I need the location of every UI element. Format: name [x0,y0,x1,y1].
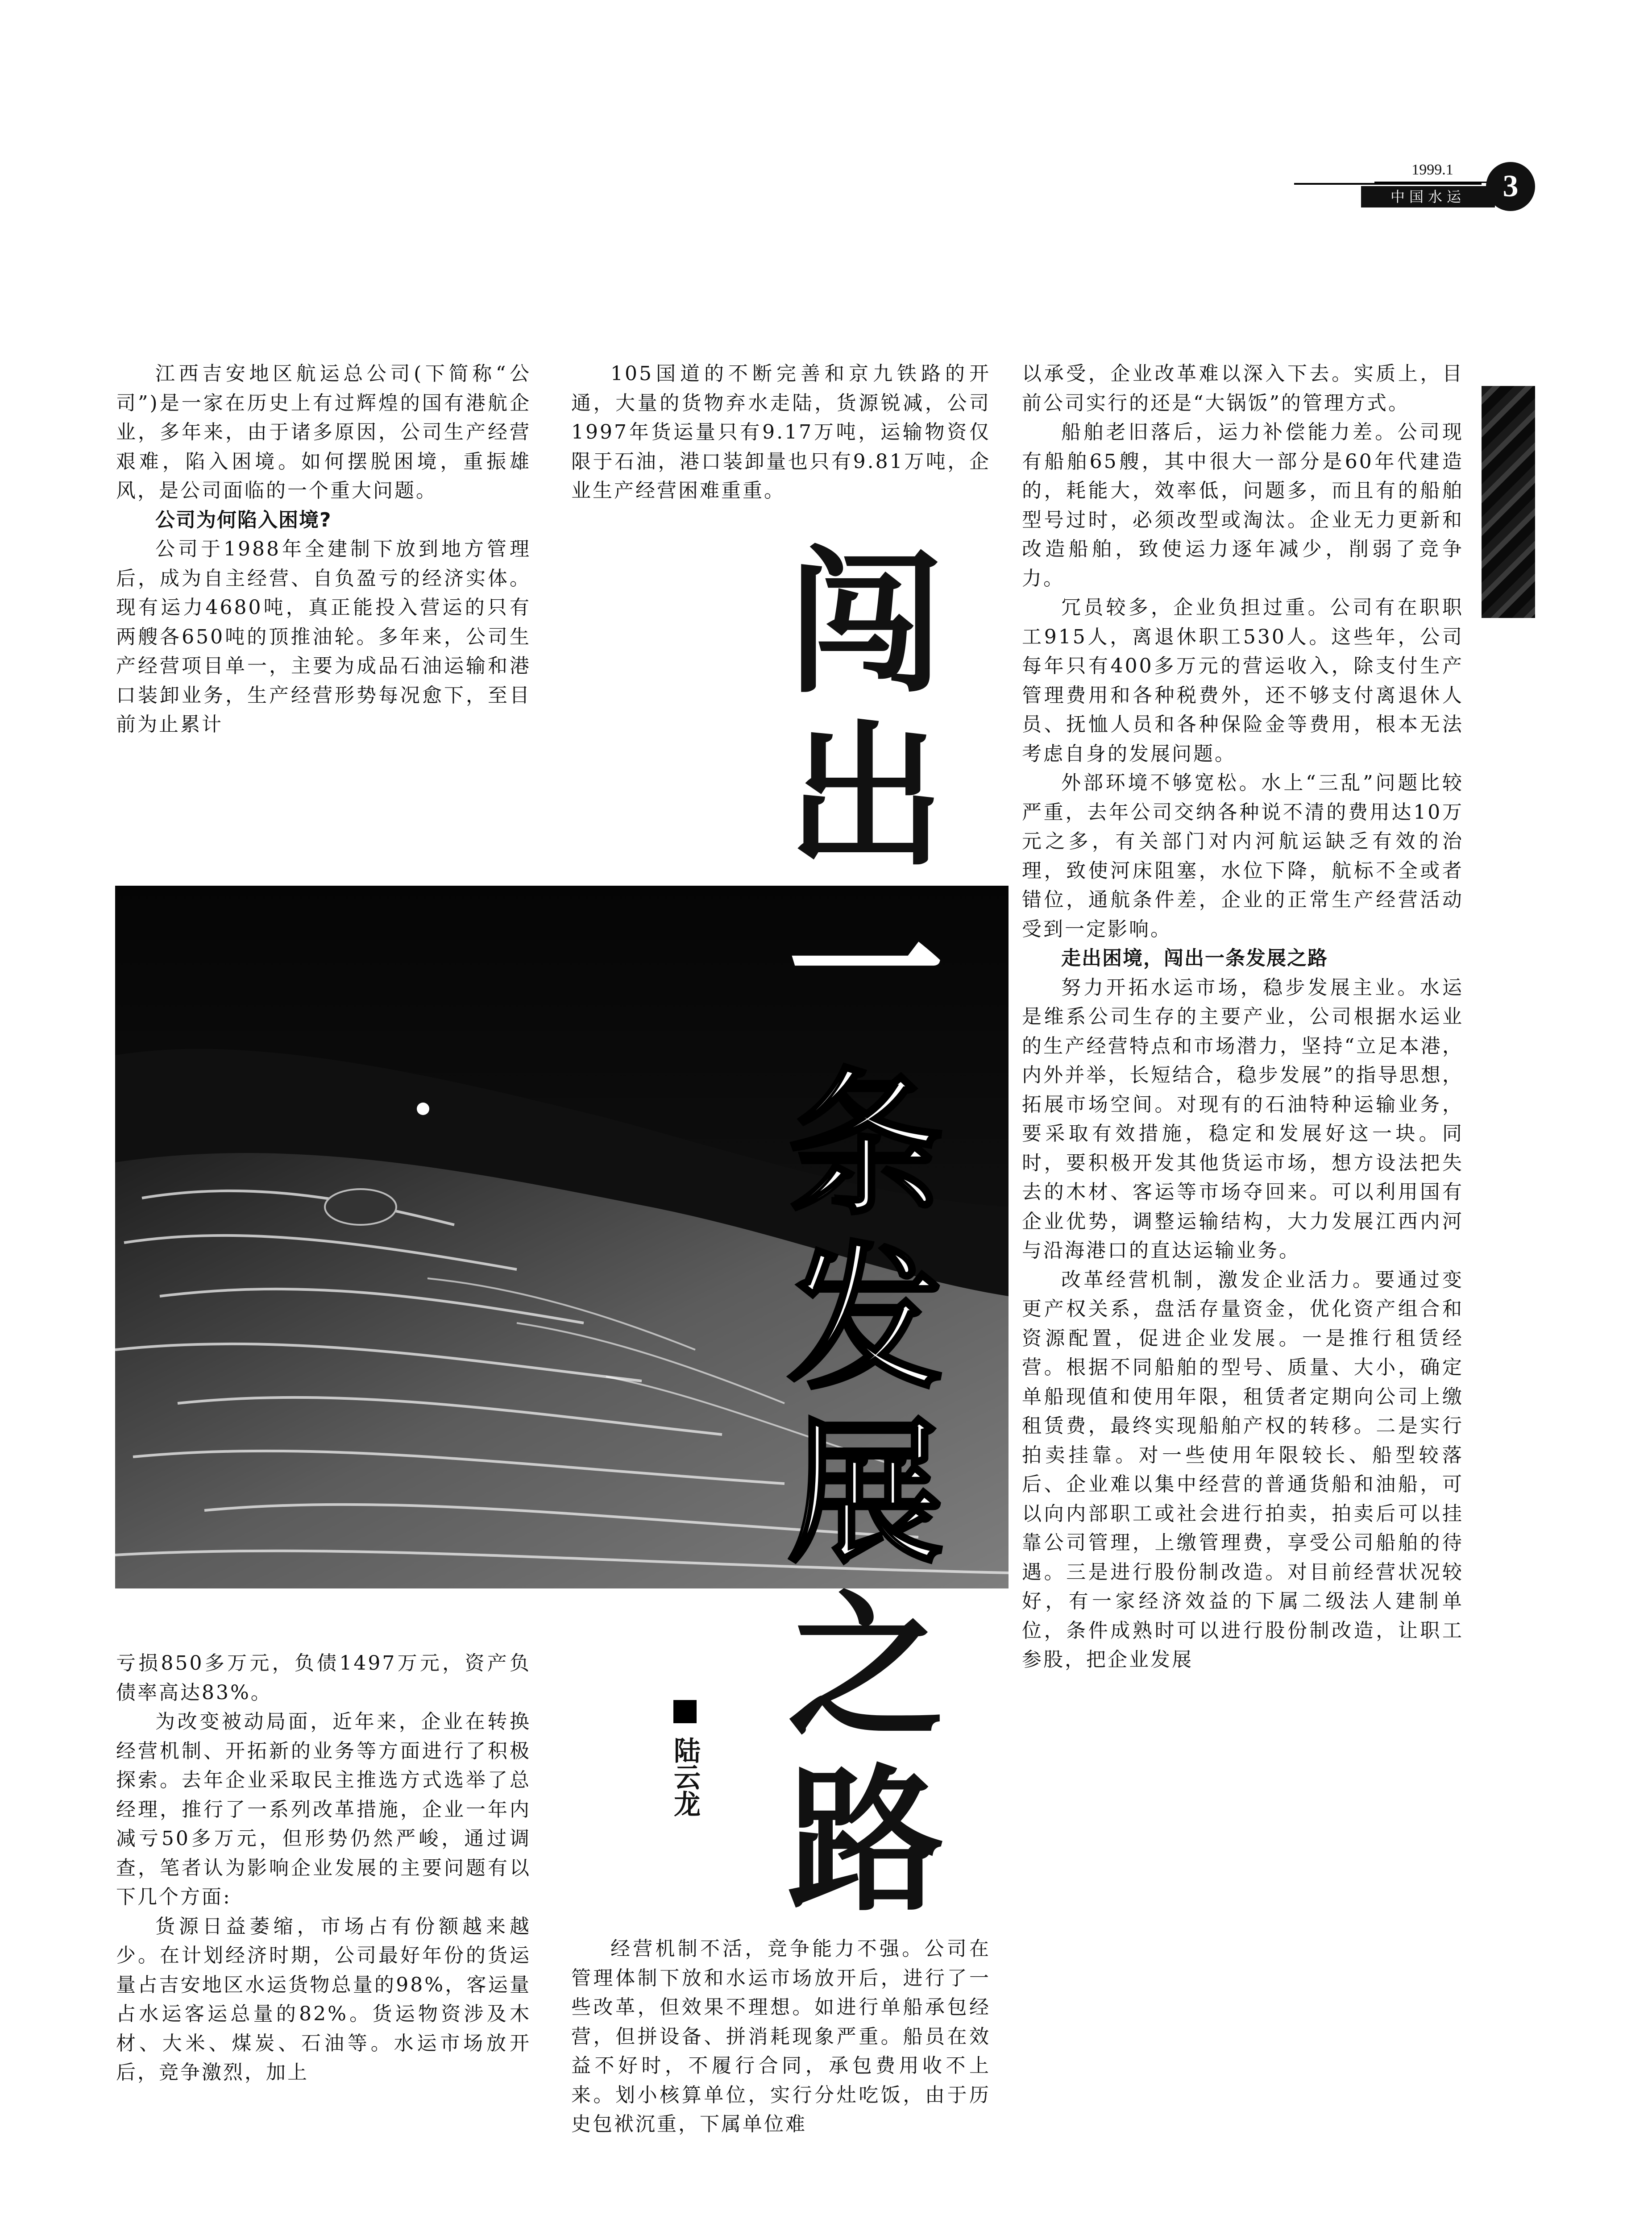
paragraph: 以承受，企业改革难以深入下去。实质上，目前公司实行的还是“大锅饭”的管理方式。 [1022,362,1464,415]
paragraph: 公司于1988年全建制下放到地方管理后，成为自主经营、自负盈亏的经济实体。现有运力4680吨，真正能投入营运的只有两艘各650吨的顶推油轮。多年来，公司生产经营项目单一，主要为成品石油运输和港口装卸业务，生产经营形势每况愈下，至目前为止累计 [116,538,531,736]
column-2-bottom [571,1934,991,2231]
light-point [417,1103,429,1115]
author-name: 陆云龙 [669,1737,701,1817]
section-heading: 公司为何陷入困境? [155,508,332,531]
paragraph: 亏损850多万元，负债1497万元，资产负债率高达83%。 [116,1652,531,1704]
title-char: 路 [788,1749,944,1932]
paragraph: 经营机制不活，竞争能力不强。公司在管理体制下放和水运市场放开后，进行了一些改革，但效果不理想。如进行单船承包经营，但拼设备、拼消耗现象严重。船员在效益不好时，不履行合同，承包费用收不上来。划小核算单位，实行分灶吃饭，由于历史包袱沉重，下属单位难 [571,1937,991,2136]
author-byline [665,1700,705,1870]
column-1-top [116,359,531,883]
header-rule [1294,183,1482,185]
paragraph: 改革经营机制，激发企业活力。要通过变更产权关系，盘活存量资金，优化资产组合和资源配置，促进企业发展。一是推行租赁经营。根据不同船舶的型号、质量、大小，确定单船现值和使用年限，租赁者定期向公司上缴租赁费，最终实现船舶产权的转移。二是实行拍卖挂靠。对一些使用年限较长、船型较落后、企业难以集中经营的普通货船和油船，可以向内部职工或社会进行拍卖，拍卖后可以挂靠公司管理，上缴管理费，享受公司船舶的待遇。三是进行股份制改造。对目前经营状况较好，有一家经济效益的下属二级法人建制单位，条件成熟时可以进行股份制改造，让职工参股，把企业发展 [1022,1268,1464,1671]
title-char: 展 [788,1401,944,1584]
title-char: 闯 [788,531,944,714]
title-char: 出 [788,705,944,888]
article-title [768,531,964,1758]
paragraph: 105国道的不断完善和京九铁路的开通，大量的货物弃水走陆，货源锐减，公司1997年货运量只有9.17万吨，运输物资仅限于石油，港口装卸量也只有9.81万吨，企业生产经营困难重重。 [571,362,991,502]
paragraph: 外部环境不够宽松。水上“三乱”问题比较严重，去年公司交纳各种说不清的费用达10万元之多，有关部门对内河航运缺乏有效的治理，致使河床阻塞，水位下降，航标不全或者错位，通航条件差，企业的正常生产经营活动受到一定影响。 [1022,771,1464,941]
boat-shape [325,1189,396,1225]
title-char: 一 [788,879,944,1062]
title-char: 之 [788,1575,944,1758]
column-1-bottom [116,1649,531,2231]
paragraph: 为改变被动局面，近年来，企业在转换经营机制、开拓新的业务等方面进行了积极探索。去年企业采取民主推选方式选举了总经理，推行了一系列改革措施，企业一年内减亏50多万元，但形势仍然严峻，通过调查，笔者认为影响企业发展的主要问题有以下几个方面: [116,1710,531,1908]
issue-date: 1999.1 [1374,158,1490,183]
title-char: 条 [788,1053,944,1236]
column-2-top [571,359,991,538]
title-char: 发 [788,1227,944,1410]
paragraph: 船舶老旧落后，运力补偿能力差。公司现有船舶65艘，其中很大一部分是60年代建造的，耗能大，效率低，问题多，而且有的船舶型号过时，必须改型或淘汰。企业无力更新和改造船舶，致使运力逐年减少，削弱了竞争力。 [1022,421,1464,590]
column-3 [1022,359,1464,2231]
paragraph: 江西吉安地区航运总公司(下简称“公司”)是一家在历史上有过辉煌的国有港航企业，多年来，由于诸多原因，公司生产经营艰难，陷入困境。如何摆脱困境，重振雄风，是公司面临的一个重大问题。 [116,362,531,502]
magazine-name: 中国水运 [1361,186,1495,207]
section-heading: 走出困境，闯出一条发展之路 [1061,947,1328,970]
running-header [1294,158,1544,207]
paragraph: 冗员较多，企业负担过重。公司有在职职工915人，离退休职工530人。这些年，公司每年只有400多万元的营运收入，除支付生产管理费用和各种税费外，还不够支付离退休人员、抚恤人员和各种保险金等费用，根本无法考虑自身的发展问题。 [1022,596,1464,765]
page-number: 3 [1486,162,1535,211]
paragraph: 努力开拓水运市场，稳步发展主业。水运是维系公司生存的主要产业，公司根据水运业的生产经营特点和市场潜力，坚持“立足本港，内外并举，长短结合，稳步发展”的指导思想，拓展市场空间。对现有的石油特种运输业务，要采取有效措施，稳定和发展好这一块。同时，要积极开发其他货运市场，想方设法把失去的木材、客运等市场夺回来。可以利用国有企业优势，调整运输结构，大力发展江西内河与沿海港口的直达运输业务。 [1022,976,1464,1262]
paragraph: 货源日益萎缩，市场占有份额越来越少。在计划经济时期，公司最好年份的货运量占吉安地区水运货物总量的98%，客运量占水运客运总量的82%。货运物资涉及木材、大米、煤炭、石油等。水运市场放开后，竞争激烈，加上 [116,1915,531,2084]
byline-square-icon [673,1700,697,1723]
section-side-tab [1482,386,1535,618]
